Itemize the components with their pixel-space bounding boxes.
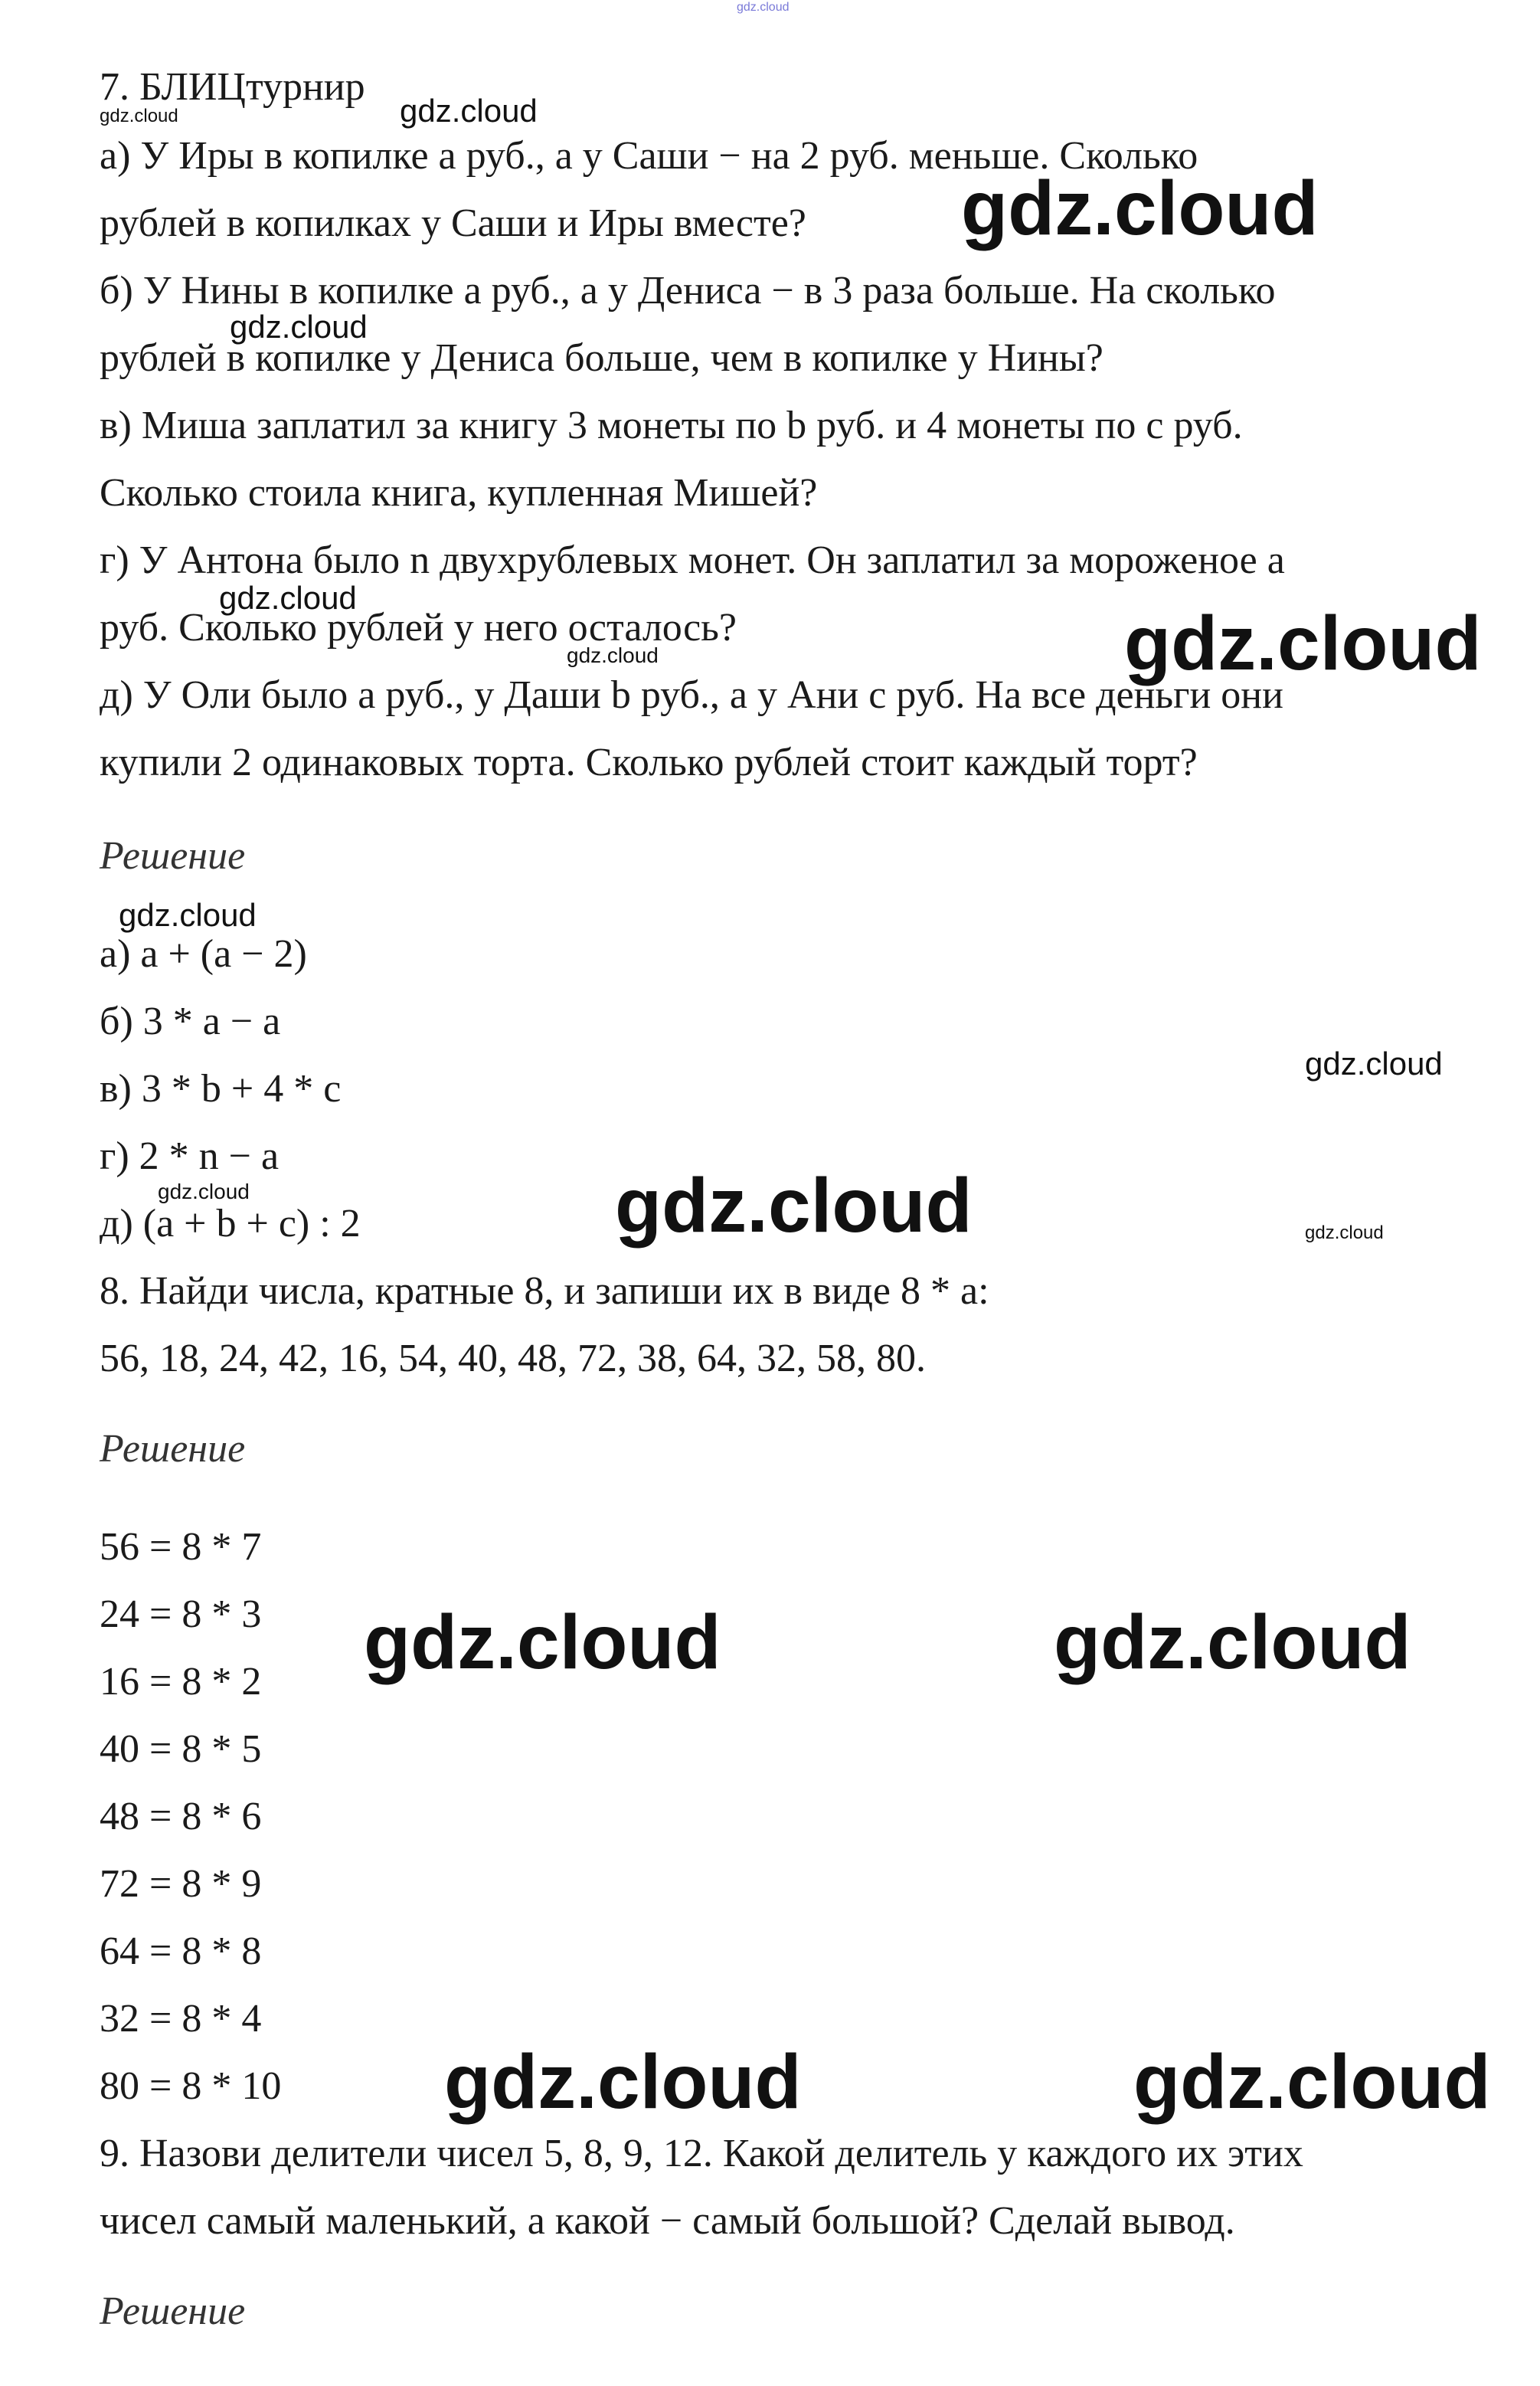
- task7-solution-heading: Решение: [100, 834, 246, 878]
- watermark: gdz.cloud: [1305, 1046, 1443, 1082]
- task8-solution-line: 80 = 8 * 10: [100, 2064, 282, 2108]
- watermark: gdz.cloud: [230, 309, 368, 345]
- watermark: gdz.cloud: [961, 165, 1319, 251]
- watermark: gdz.cloud: [1124, 601, 1482, 686]
- task8-solution-line: 16 = 8 * 2: [100, 1660, 262, 1704]
- task7-solution-line: б) 3 * a − a: [100, 1000, 281, 1043]
- watermark: gdz.cloud: [119, 897, 257, 933]
- task8-solution-line: 24 = 8 * 3: [100, 1592, 262, 1636]
- watermark: gdz.cloud: [400, 93, 538, 129]
- watermark: gdz.cloud: [615, 1163, 973, 1249]
- task9-line: 9. Назови делители чисел 5, 8, 9, 12. Какой делитель у каждого их этих: [100, 2132, 1303, 2175]
- task8-solution-line: 64 = 8 * 8: [100, 1929, 262, 1973]
- task7-solution-line: а) a + (a − 2): [100, 932, 307, 976]
- task8-solution-line: 32 = 8 * 4: [100, 1997, 262, 2041]
- task8-solution-line: 40 = 8 * 5: [100, 1727, 262, 1771]
- task8-solution-line: 48 = 8 * 6: [100, 1795, 262, 1838]
- watermark: gdz.cloud: [567, 643, 659, 667]
- watermark: gdz.cloud: [364, 1599, 721, 1685]
- task7-line: Сколько стоила книга, купленная Мишей?: [100, 471, 818, 515]
- task9-line: чисел самый маленький, а какой − самый большой? Сделай вывод.: [100, 2199, 1235, 2243]
- task9-solution-heading: Решение: [100, 2289, 246, 2333]
- task7-line: руб. Сколько рублей у него осталось?: [100, 606, 737, 650]
- task8-solution-line: 56 = 8 * 7: [100, 1525, 262, 1569]
- task7-title: 7. БЛИЦтурнир: [100, 65, 365, 109]
- task7-line: рублей в копилках у Саши и Иры вместе?: [100, 201, 806, 245]
- task7-line: купили 2 одинаковых торта. Сколько рублей стоит каждый торт?: [100, 741, 1198, 784]
- task7-line: а) У Иры в копилке a руб., а у Саши − на 2 руб. меньше. Сколько: [100, 134, 1198, 178]
- watermark-top: gdz.cloud: [737, 1, 790, 14]
- task7-line: г) У Антона было n двухрублевых монет. Он заплатил за мороженое а: [100, 538, 1285, 582]
- watermark: gdz.cloud: [1305, 1222, 1384, 1243]
- task8-line: 56, 18, 24, 42, 16, 54, 40, 48, 72, 38, 64, 32, 58, 80.: [100, 1337, 926, 1380]
- task8-solution-heading: Решение: [100, 1427, 246, 1471]
- task8-solution-line: 72 = 8 * 9: [100, 1862, 262, 1906]
- task7-solution-line: в) 3 * b + 4 * c: [100, 1067, 342, 1111]
- task7-solution-line: г) 2 * n − a: [100, 1134, 280, 1178]
- watermark: gdz.cloud: [1054, 1599, 1411, 1685]
- watermark: gdz.cloud: [219, 580, 357, 616]
- watermark: gdz.cloud: [1133, 2039, 1491, 2125]
- task7-solution-line: д) (a + b + c) : 2: [100, 1202, 361, 1245]
- task7-line: в) Миша заплатил за книгу 3 монеты по b руб. и 4 монеты по с руб.: [100, 404, 1243, 447]
- watermark: gdz.cloud: [100, 106, 178, 126]
- task7-line: д) У Оли было а руб., у Даши b руб., а у Ани с руб. На все деньги они: [100, 673, 1283, 717]
- watermark: gdz.cloud: [444, 2039, 802, 2125]
- task7-line: рублей в копилке у Дениса больше, чем в копилке у Нины?: [100, 336, 1104, 380]
- watermark: gdz.cloud: [158, 1180, 250, 1203]
- task7-line: б) У Нины в копилке а руб., а у Дениса − в 3 раза больше. На сколько: [100, 269, 1276, 313]
- task8-line: 8. Найди числа, кратные 8, и запиши их в виде 8 * а:: [100, 1269, 989, 1313]
